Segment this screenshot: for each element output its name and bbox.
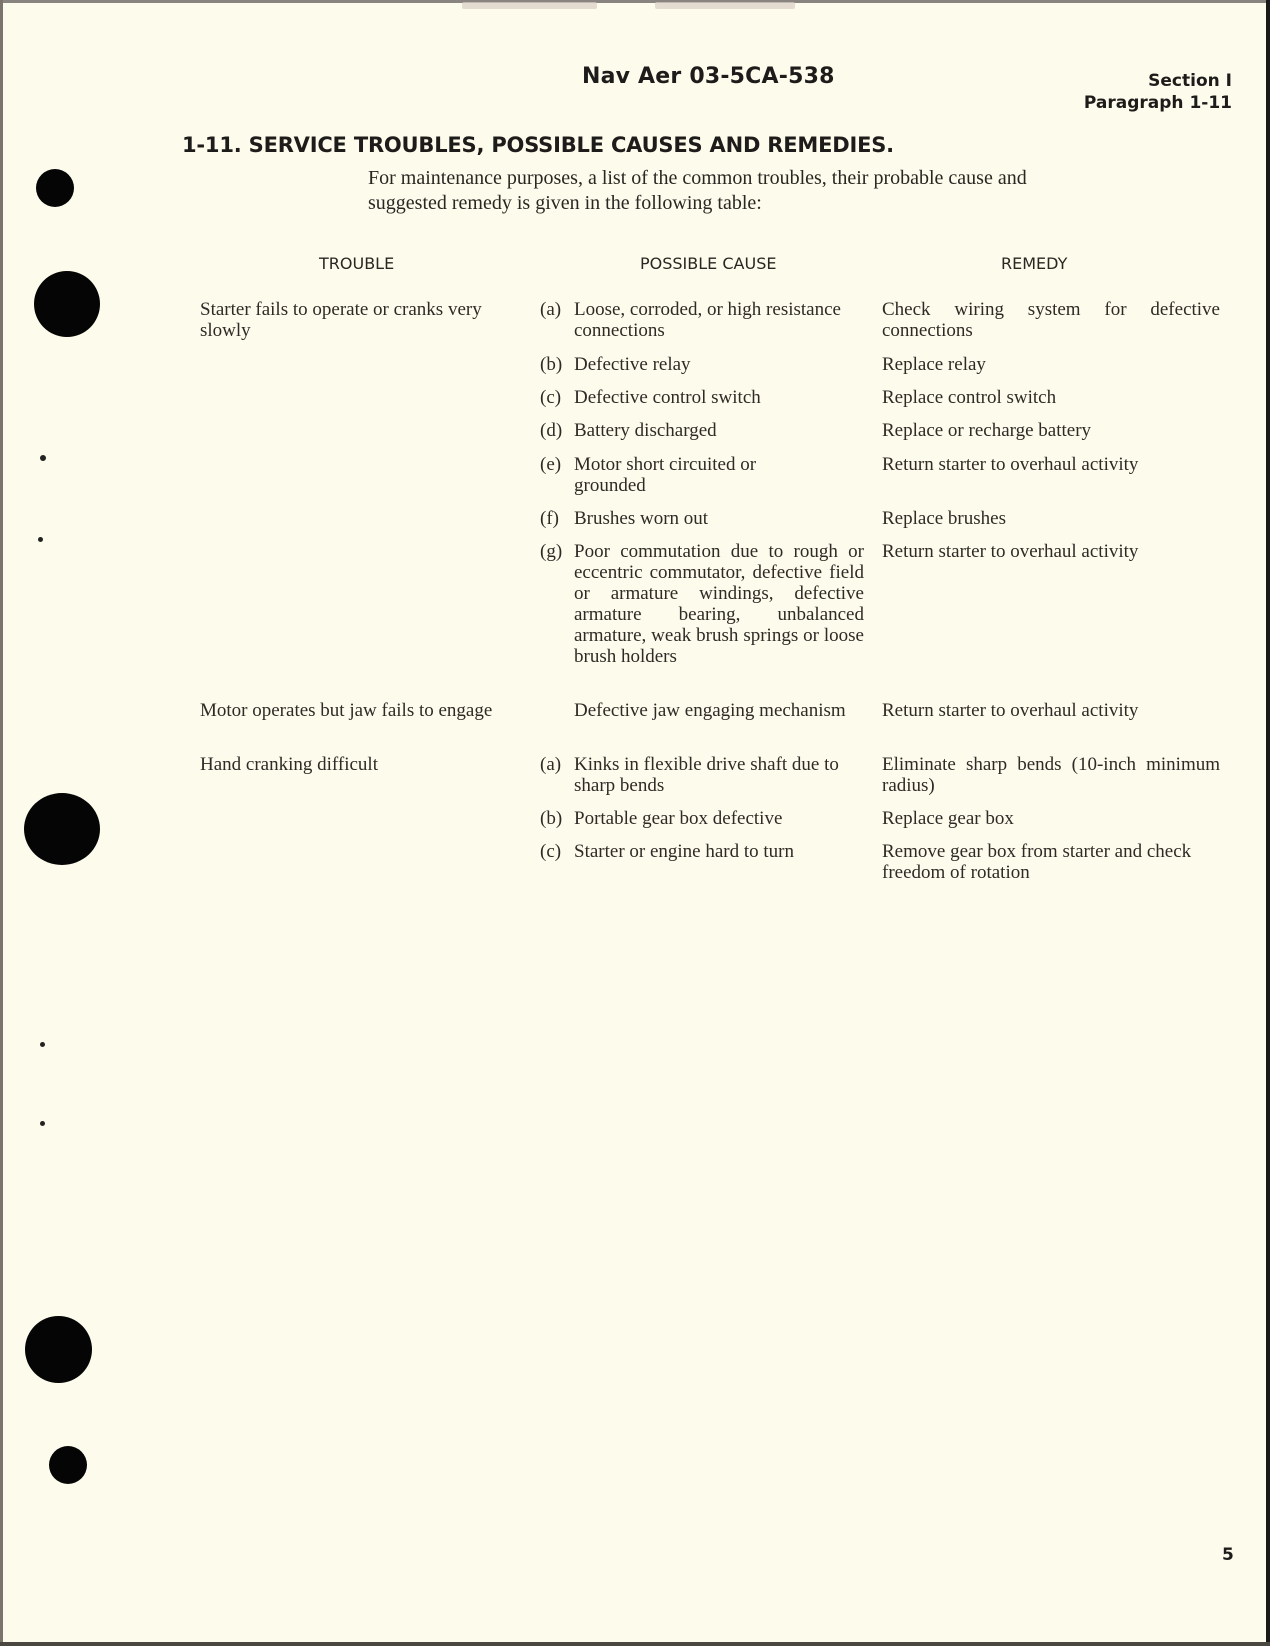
cause-label: (a)	[540, 754, 562, 775]
page-edge-bottom	[0, 1642, 1270, 1646]
cause-text: Brushes worn out	[574, 508, 709, 529]
cause-label: (d)	[540, 420, 563, 441]
trouble-text: Motor operates but jaw fails to engage	[200, 700, 493, 721]
cause-text: Poor commutation due to rough or eccentric commutator, defective field or armature windings, defective armature bearing, unbalanced armature, weak brush springs or loose brush holders	[574, 541, 864, 667]
cause-label: (g)	[540, 541, 563, 562]
remedy-text: Remove gear box from starter and check freedom of rotation	[882, 841, 1192, 883]
cause-text: Battery discharged	[574, 420, 717, 441]
remedy-text: Replace brushes	[882, 508, 1006, 529]
scan-dot	[40, 455, 46, 461]
cause-text: Portable gear box defective	[574, 808, 783, 829]
cause-text: Defective control switch	[574, 387, 761, 408]
scan-smudge	[655, 2, 795, 9]
paragraph-label: Paragraph 1-11	[1083, 93, 1232, 113]
remedy-text: Eliminate sharp bends (10-inch minimum radius)	[882, 754, 1220, 796]
cause-label: (b)	[540, 808, 563, 829]
cause-text: Kinks in flexible drive shaft due to sharp bends	[574, 754, 839, 796]
remedy-text: Return starter to overhaul activity	[882, 454, 1139, 475]
remedy-text: Check wiring system for defective connections	[882, 299, 1220, 341]
punch-hole	[49, 1446, 87, 1484]
document-number: Nav Aer 03-5CA-538	[582, 64, 835, 89]
trouble-text: Hand cranking difficult	[200, 754, 378, 775]
section-label: Section I	[1148, 71, 1232, 91]
cause-text: Loose, corroded, or high resistance connections	[574, 299, 841, 341]
cause-label: (c)	[540, 387, 562, 408]
punch-hole	[25, 1316, 92, 1383]
scan-dot	[38, 537, 43, 542]
punch-hole	[24, 793, 100, 865]
remedy-text: Return starter to overhaul activity	[882, 541, 1139, 562]
remedy-text: Replace relay	[882, 354, 986, 375]
section-reference	[1084, 70, 1232, 114]
column-header-remedy: REMEDY	[1001, 254, 1068, 273]
cause-text: Starter or engine hard to turn	[574, 841, 795, 862]
page-edge-right	[1266, 0, 1270, 1646]
cause-label: (a)	[540, 299, 562, 320]
page-number: 5	[1222, 1545, 1234, 1565]
scan-smudge	[462, 2, 597, 9]
intro-paragraph: For maintenance purposes, a list of the common troubles, their probable cause and suggested remedy is given in the following table:	[368, 167, 1027, 214]
remedy-text: Return starter to overhaul activity	[882, 700, 1139, 721]
punch-hole	[34, 271, 100, 337]
page-edge-left	[0, 0, 3, 1646]
page-edge-top	[0, 0, 1270, 3]
cause-label: (e)	[540, 454, 562, 475]
column-header-cause: POSSIBLE CAUSE	[640, 254, 777, 273]
column-header-trouble: TROUBLE	[319, 254, 395, 273]
remedy-text: Replace control switch	[882, 387, 1057, 408]
cause-text: Defective jaw engaging mechanism	[574, 700, 846, 721]
remedy-text: Replace or recharge battery	[882, 420, 1092, 441]
scan-dot	[40, 1042, 45, 1047]
cause-label: (b)	[540, 354, 563, 375]
cause-text: Motor short circuited or grounded	[574, 454, 757, 496]
punch-hole	[36, 169, 74, 207]
cause-label: (c)	[540, 841, 562, 862]
cause-label: (f)	[540, 508, 559, 529]
section-title: 1-11. SERVICE TROUBLES, POSSIBLE CAUSES AND REMEDIES.	[182, 133, 894, 157]
cause-text: Defective relay	[574, 354, 691, 375]
trouble-text: Starter fails to operate or cranks very slowly	[200, 299, 482, 341]
scan-dot	[40, 1121, 45, 1126]
remedy-text: Replace gear box	[882, 808, 1014, 829]
